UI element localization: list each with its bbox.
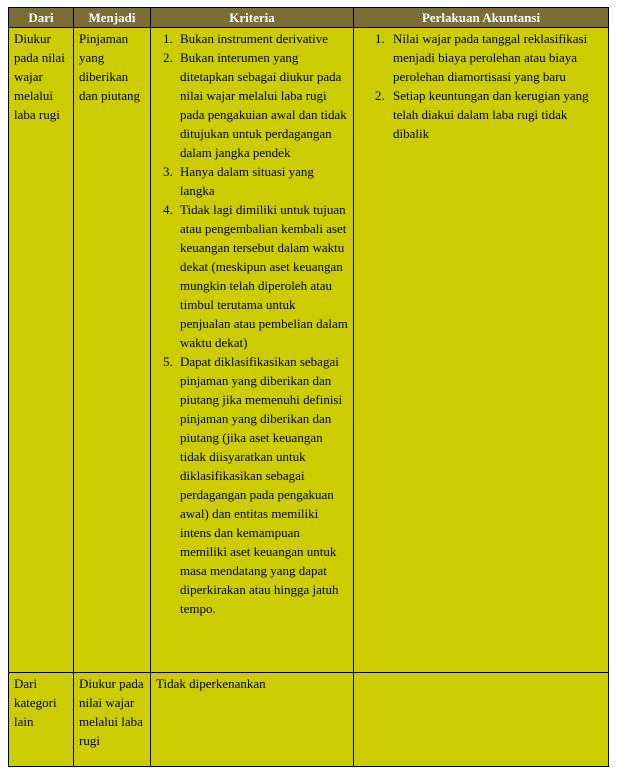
cell-menjadi-text: Pinjaman yang diberikan dan piutang	[79, 31, 141, 103]
cell-kriteria-text: Tidak diperkenankan	[156, 676, 266, 691]
kriteria-list	[156, 29, 348, 618]
list-item: 1. Bukan instrument derivative	[176, 29, 348, 48]
perlakuan-list	[359, 29, 603, 143]
cell-menjadi-text: Diukur pada nilai wajar melalui laba rugi	[79, 676, 144, 748]
header-row	[9, 8, 609, 28]
list-item: 2. Setiap keuntungan dan kerugian yang telah diakui dalam laba rugi tidak dibalik	[388, 86, 603, 143]
list-item: 2. Bukan interumen yang ditetapkan sebagai diukur pada nilai wajar melalui laba rugi pada pengakuian awal dan tidak ditujukan untuk perdagangan dalam jangka pendek	[176, 48, 348, 162]
header-menjadi: Menjadi	[74, 8, 151, 28]
cell-dari-text: Diukur pada nilai wajar melalui laba rugi	[14, 31, 65, 122]
cell-kriteria	[151, 673, 354, 767]
cell-menjadi	[74, 673, 151, 767]
cell-perlakuan	[354, 673, 609, 767]
list-item: 5. Dapat diklasifikasikan sebagai pinjaman yang diberikan dan piutang jika memenuhi definisi pinjaman yang diberikan dan piutang (jika aset keuangan tidak diisyaratkan untuk diklasifikasikan sebagai perdagangan pada pengakuan awal) dan entitas memiliki intens dan kemampuan memiliki aset keuangan untuk masa mendatang yang dapat diperkirakan atau hingga jatuh tempo.	[176, 352, 348, 618]
cell-kriteria	[151, 28, 354, 673]
cell-menjadi	[74, 28, 151, 673]
table-row	[9, 28, 609, 673]
header-kriteria: Kriteria	[151, 8, 354, 28]
header-perlakuan-akuntansi: Perlakuan Akuntansi	[354, 8, 609, 28]
list-item: 3. Hanya dalam situasi yang langka	[176, 162, 348, 200]
list-item: 4. Tidak lagi dimiliki untuk tujuan atau pengembalian kembali aset keuangan tersebut dalam waktu dekat (meskipun aset keuangan mungkin telah diperoleh atau timbul terutama untuk penjualan atau pembelian dalam waktu dekat)	[176, 200, 348, 352]
reclassification-table	[8, 7, 609, 767]
table-row	[9, 673, 609, 767]
cell-dari	[9, 28, 74, 673]
list-item: 1. Nilai wajar pada tanggal reklasifikasi menjadi biaya perolehan atau biaya perolehan diamortisasi yang baru	[388, 29, 603, 86]
cell-perlakuan	[354, 28, 609, 673]
header-dari: Dari	[9, 8, 74, 28]
cell-dari	[9, 673, 74, 767]
cell-dari-text: Dari kategori lain	[14, 676, 57, 729]
